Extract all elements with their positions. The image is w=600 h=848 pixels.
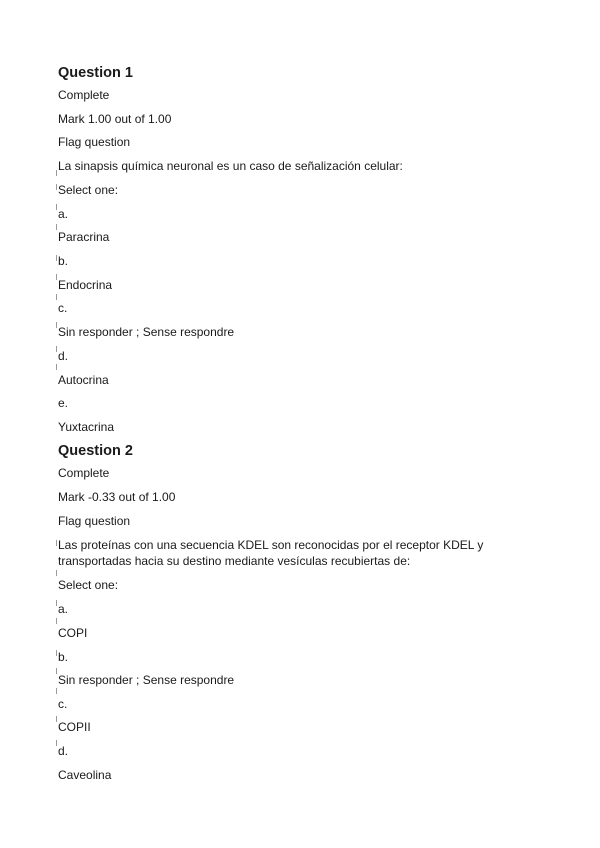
flag-question-link[interactable]: Flag question bbox=[58, 135, 131, 149]
option-text[interactable]: Endocrina bbox=[58, 278, 113, 292]
option-letter[interactable]: a. bbox=[58, 602, 69, 616]
divider-tick bbox=[56, 255, 57, 261]
divider-tick bbox=[56, 600, 57, 606]
option-letter[interactable]: d. bbox=[58, 349, 69, 363]
divider-tick bbox=[56, 224, 57, 230]
select-one-label: Select one: bbox=[58, 578, 119, 592]
option-letter[interactable]: c. bbox=[58, 697, 68, 711]
divider-tick bbox=[56, 618, 57, 624]
option-text[interactable]: Sin responder ; Sense respondre bbox=[58, 673, 235, 687]
divider-tick bbox=[56, 740, 57, 746]
question-mark: Mark -0.33 out of 1.00 bbox=[58, 490, 176, 504]
option-letter[interactable]: d. bbox=[58, 744, 69, 758]
option-text[interactable]: COPI bbox=[58, 626, 88, 640]
divider-tick bbox=[56, 570, 57, 576]
divider-tick bbox=[56, 716, 57, 722]
flag-question-link[interactable]: Flag question bbox=[58, 514, 131, 528]
question-status: Complete bbox=[58, 88, 110, 102]
divider-tick bbox=[56, 364, 57, 370]
divider-tick bbox=[56, 540, 57, 546]
divider-tick bbox=[56, 274, 57, 280]
option-text[interactable]: Sin responder ; Sense respondre bbox=[58, 325, 235, 339]
option-letter[interactable]: b. bbox=[58, 650, 69, 664]
option-text[interactable]: COPII bbox=[58, 720, 91, 734]
question-title: Question 2 bbox=[58, 443, 133, 459]
question-mark: Mark 1.00 out of 1.00 bbox=[58, 112, 172, 126]
option-letter[interactable]: c. bbox=[58, 301, 68, 315]
divider-tick bbox=[56, 668, 57, 674]
select-one-label: Select one: bbox=[58, 183, 119, 197]
option-text[interactable]: Yuxtacrina bbox=[58, 420, 115, 434]
option-text[interactable]: Paracrina bbox=[58, 230, 110, 244]
option-letter[interactable]: b. bbox=[58, 254, 69, 268]
question-title: Question 1 bbox=[58, 65, 133, 81]
question-text: Las proteínas con una secuencia KDEL son reconocidas por el receptor KDEL y transportadas hacia su destino mediante vesículas recubiertas de: bbox=[58, 538, 484, 568]
question-text: La sinapsis química neuronal es un caso de señalización celular: bbox=[58, 159, 403, 173]
divider-tick bbox=[56, 346, 57, 352]
divider-tick bbox=[56, 322, 57, 328]
divider-tick bbox=[56, 204, 57, 210]
divider-tick bbox=[56, 184, 57, 190]
option-text[interactable]: Caveolina bbox=[58, 768, 112, 782]
question-status: Complete bbox=[58, 466, 110, 480]
divider-tick bbox=[56, 688, 57, 694]
divider-tick bbox=[56, 170, 57, 176]
divider-tick bbox=[56, 650, 57, 656]
option-letter[interactable]: e. bbox=[58, 396, 69, 410]
divider-tick bbox=[56, 294, 57, 300]
option-letter[interactable]: a. bbox=[58, 207, 69, 221]
option-text[interactable]: Autocrina bbox=[58, 373, 109, 387]
